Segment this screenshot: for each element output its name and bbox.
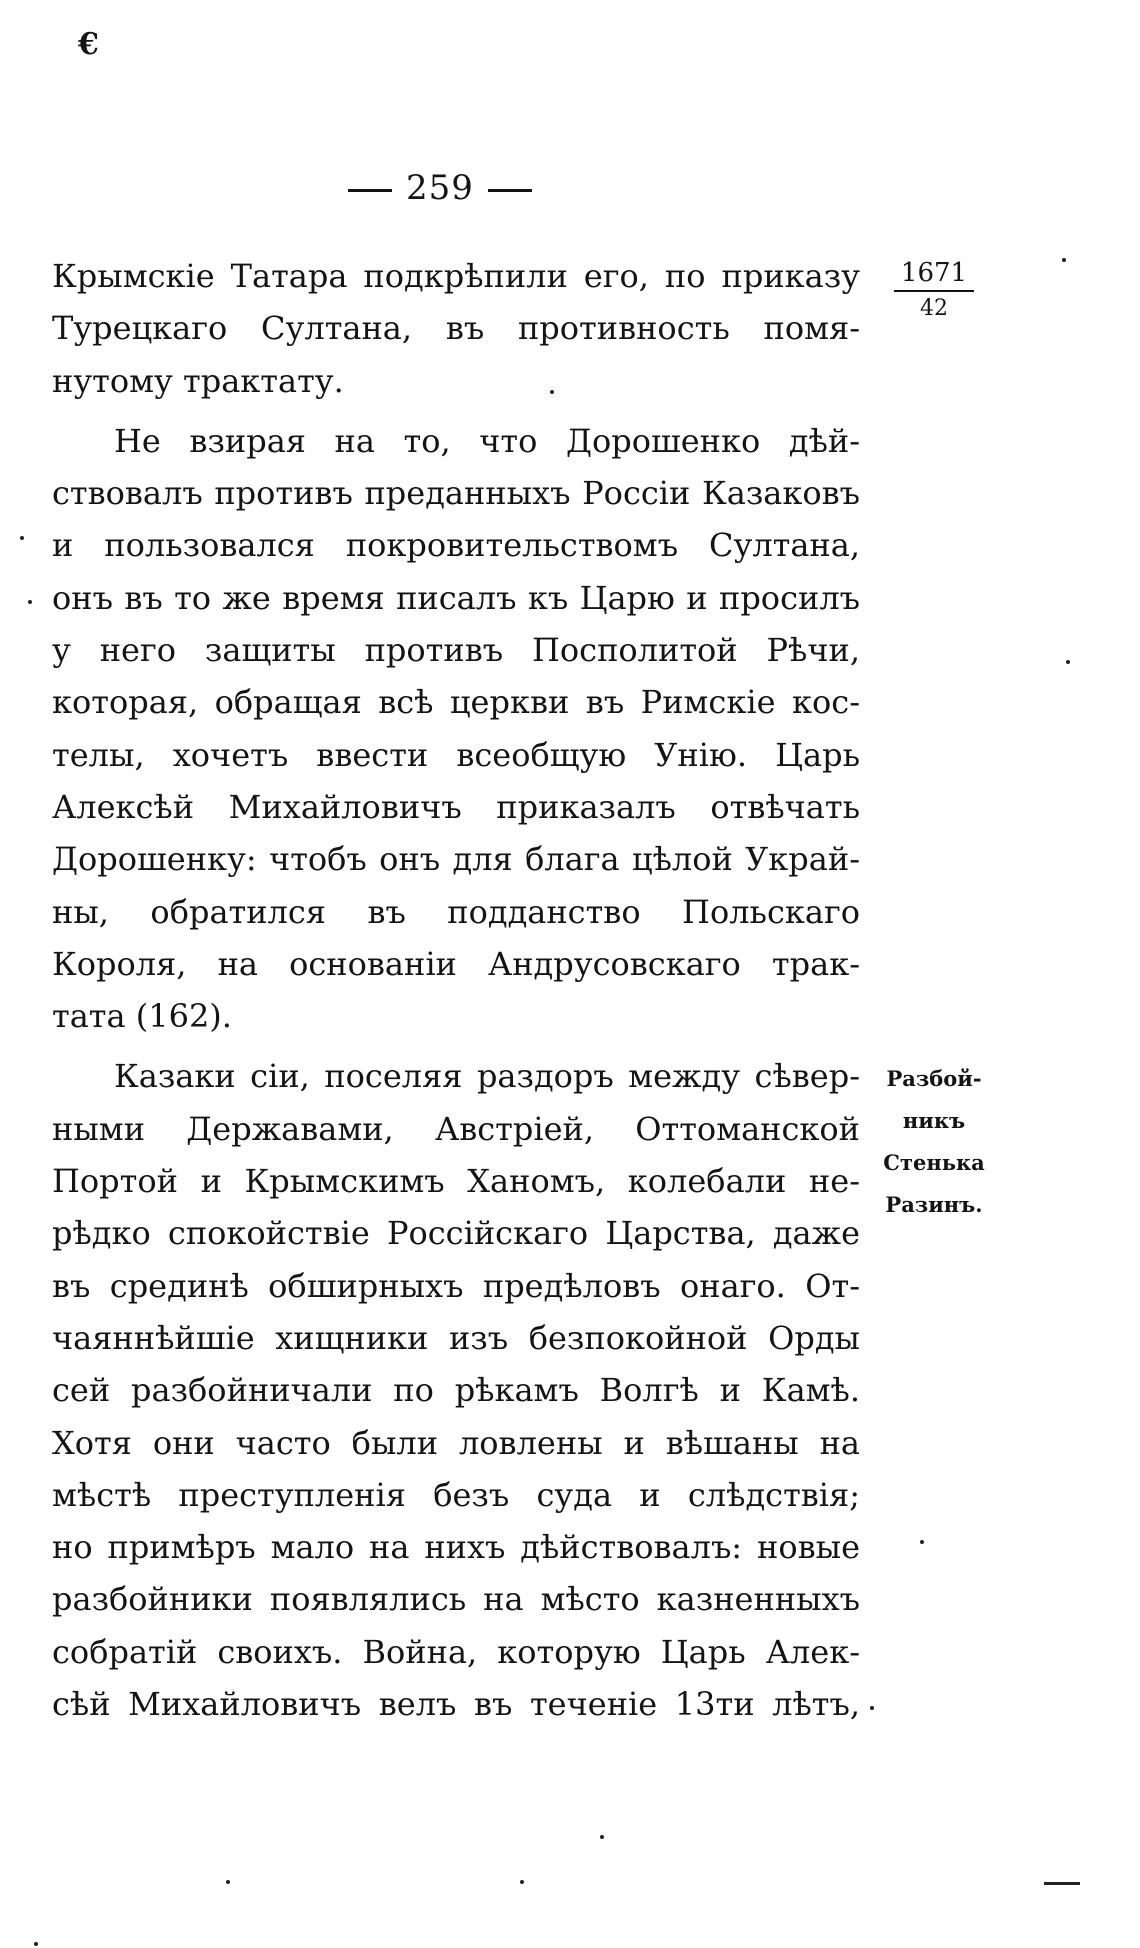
margin-side-note	[872, 1058, 996, 1226]
text-line: телы, хочетъ ввести всеобщую Унію. Царь	[52, 735, 860, 774]
scan-speck	[550, 390, 554, 394]
margin-note-line: Разбой-	[886, 1066, 982, 1091]
text-line: и пользовался покровительствомъ Султана,	[52, 526, 860, 565]
scan-speck	[34, 1942, 38, 1946]
text-line: Портой и Крымскимъ Ханомъ, колебали не-	[52, 1162, 860, 1201]
header-left-dash	[348, 189, 392, 192]
text-line: которая, обращая всѣ церкви въ Римскіе кос-	[52, 683, 860, 722]
margin-year-top: 1671	[894, 258, 974, 292]
text-line: Казаки сіи, поселяя раздоръ между сѣвер-	[114, 1057, 860, 1096]
text-line: Крымскіе Татара подкрѣпили его, по приказу	[52, 257, 860, 295]
scan-speck	[870, 1706, 874, 1710]
text-line: но примѣръ мало на нихъ дѣйствовалъ: новые	[52, 1528, 860, 1567]
text-line: Короля, на основаніи Андрусовскаго трак-	[52, 944, 860, 983]
text-line: мѣстѣ преступленія безъ суда и слѣдствія;	[52, 1475, 860, 1514]
text-line: Хотя они часто были ловлены и вѣшаны на	[52, 1423, 860, 1462]
text-line: сей разбойничали по рѣкамъ Волгѣ и Камѣ.	[52, 1371, 860, 1410]
text-line: ными Державами, Австріей, Оттоманской	[52, 1109, 860, 1148]
scan-speck	[600, 1835, 604, 1839]
paragraph-gap	[52, 407, 860, 415]
scan-speck	[1066, 660, 1070, 664]
main-text-block	[52, 250, 860, 1730]
paragraph-gap	[52, 1042, 860, 1050]
text-line: собратій своихъ. Война, которую Царь Алек-	[52, 1632, 860, 1671]
scan-speck	[920, 1540, 924, 1544]
page-number-header	[320, 168, 560, 208]
corner-ink-mark: €	[78, 27, 99, 62]
page-number: 259	[406, 168, 474, 208]
scan-speck	[1062, 258, 1066, 262]
text-line: тата (162).	[52, 997, 232, 1036]
text-line: нутому трактату.	[52, 361, 344, 400]
text-line: Турецкаго Султана, въ противность помя-	[52, 309, 860, 348]
text-line: ствовалъ противъ преданныхъ Россіи Казаковъ	[52, 474, 860, 513]
scan-speck	[226, 1880, 230, 1884]
scan-speck	[28, 600, 32, 604]
margin-year-bottom: 42	[920, 296, 948, 321]
text-line: ны, обратился въ подданство Польскаго	[52, 892, 860, 931]
text-line: Алексѣй Михайловичъ приказалъ отвѣчать	[52, 787, 860, 826]
text-line: Дорошенку: чтобъ онъ для блага цѣлой Украй-	[52, 840, 860, 879]
margin-note-line: Стенька	[883, 1150, 985, 1175]
text-line: въ срединѣ обширныхъ предѣловъ онаго. От-	[52, 1266, 860, 1305]
header-right-dash	[488, 189, 532, 192]
text-line: у него защиты противъ Посполитой Рѣчи,	[52, 631, 860, 670]
text-line: рѣдко спокойствіе Россійскаго Царства, даже	[52, 1214, 860, 1253]
text-line: онъ въ то же время писалъ къ Царю и просилъ	[52, 578, 860, 617]
text-line: Не взирая на то, что Дорошенко дѣй-	[114, 421, 860, 460]
scan-stroke	[1044, 1882, 1080, 1885]
scan-speck	[520, 1880, 524, 1884]
margin-note-line: Разинъ.	[885, 1192, 983, 1217]
margin-year-note	[894, 258, 974, 324]
scan-speck	[20, 536, 24, 540]
text-line: разбойники появлялись на мѣсто казненныхъ	[52, 1580, 860, 1619]
text-line: чаяннѣйшіе хищники изъ безпокойной Орды	[52, 1318, 860, 1357]
text-line: сѣй Михайловичъ велъ въ теченіе 13ти лѣтъ,	[52, 1685, 860, 1724]
margin-note-line: никъ	[902, 1108, 966, 1133]
